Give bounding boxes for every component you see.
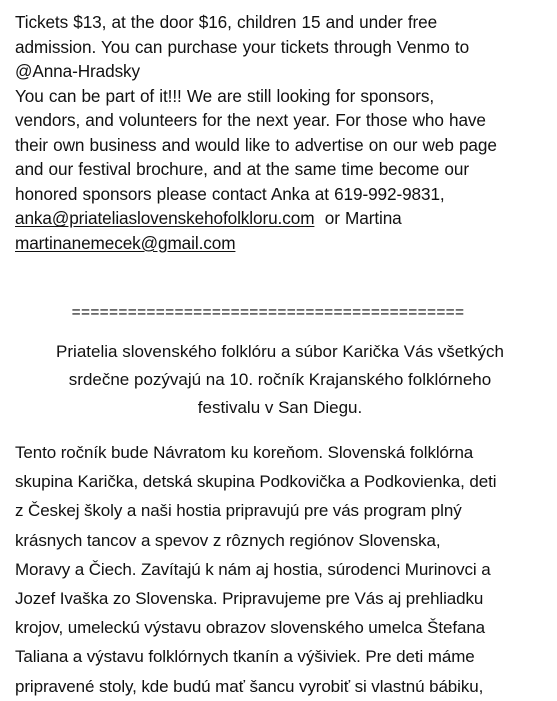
section-divider: ========================================== xyxy=(71,304,465,321)
sponsors-line-3: their own business and would like to advertise on our web page xyxy=(15,134,497,155)
festival-invitation-paragraph xyxy=(15,338,551,422)
sponsors-line-5: honored sponsors please contact Anka at 619-992-9831, xyxy=(15,183,445,204)
tickets-line-2: admission. You can purchase your tickets through Venmo to xyxy=(15,36,470,57)
body-line-1: Tento ročník bude Návratom ku koreňom. Slovenská folklórna xyxy=(15,443,474,462)
intro-line-3: festivalu v San Diegu. xyxy=(197,398,363,417)
intro-line-2: srdečne pozývajú na 10. ročník Krajanského folklórneho xyxy=(68,370,492,389)
english-section xyxy=(15,10,551,255)
body-line-9: pripravené stoly, kde budú mať šancu vyrobiť si vlastnú bábiku, xyxy=(15,676,484,696)
email-link-martina[interactable]: martinanemecek@gmail.com xyxy=(15,232,236,253)
sponsors-paragraph xyxy=(15,84,551,256)
body-line-2: skupina Karička, detská skupina Podkovička a Podkovienka, deti xyxy=(15,472,497,492)
email-line xyxy=(15,208,402,228)
body-line-8: Taliana a výstavu folklórnych tkanín a výšiviek. Pre deti máme xyxy=(15,647,475,667)
tickets-line-3: @Anna-Hradsky xyxy=(15,61,141,81)
body-line-3: z Českej školy a naši hostia pripravujú pre vás program plný xyxy=(15,501,462,521)
sponsors-line-1: You can be part of it!!! We are still looking for sponsors, xyxy=(15,85,435,106)
document-page xyxy=(15,0,551,701)
or-martina-text: or Martina xyxy=(324,208,402,228)
sponsors-line-4: and our festival brochure, and at the same time become our xyxy=(15,159,469,179)
body-line-4: krásnych tancov a spevov z rôznych regiónov Slovenska, xyxy=(15,530,441,550)
body-line-6: Jozef Ivaška zo Slovenska. Pripravujeme pre Vás aj prehliadku xyxy=(15,589,484,609)
tickets-line-1: Tickets $13, at the door $16, children 15 and under free xyxy=(15,12,438,32)
intro-line-1: Priatelia slovenského folklóru a súbor Karička Vás všetkých xyxy=(56,342,504,361)
festival-description-paragraph xyxy=(15,438,551,701)
sponsors-line-2: vendors, and volunteers for the next year. For those who have xyxy=(15,110,486,130)
email-link-anka[interactable]: anka@priateliaslovenskehofolkloru.com xyxy=(15,208,315,228)
tickets-paragraph xyxy=(15,10,551,84)
body-line-7: krojov, umeleckú výstavu obrazov slovenského umelca Štefana xyxy=(15,618,486,638)
body-line-5: Moravy a Čiech. Zavítajú k nám aj hostia, súrodenci Murinovci a xyxy=(15,559,491,579)
email-line-2 xyxy=(15,233,235,253)
